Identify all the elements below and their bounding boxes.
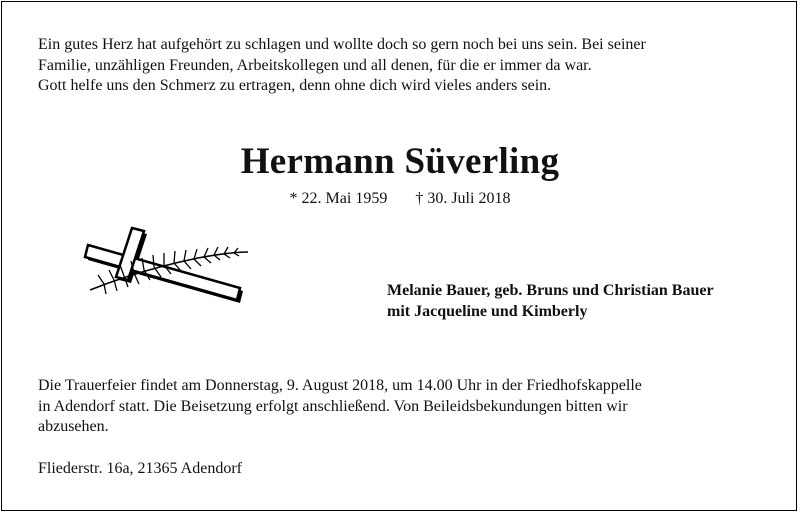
intro-line: Ein gutes Herz hat aufgehört zu schlagen und wollte doch so gern noch bei uns sein. Bei seiner <box>38 36 646 53</box>
birth-date: * 22. Mai 1959 <box>289 190 388 207</box>
intro-line: Familie, unzähligen Freunden, Arbeitskollegen und all denen, für die er immer da war. <box>38 56 592 74</box>
cross-with-palm-branch-icon <box>80 222 255 312</box>
life-dates <box>0 190 800 208</box>
address: Fliederstr. 16a, 21365 Adendorf <box>38 460 242 477</box>
ceremony-line: abzusehen. <box>38 418 109 435</box>
family-line: Melanie Bauer, geb. Bruns und Christian Bauer <box>387 282 714 299</box>
family-names <box>387 280 714 322</box>
intro-text <box>38 35 768 97</box>
death-date: † 30. Juli 2018 <box>415 190 511 207</box>
ceremony-line: Die Trauerfeier findet am Donnerstag, 9. August 2018, um 14.00 Uhr in der Friedhofskappelle <box>38 377 642 394</box>
ceremony-text <box>38 376 778 438</box>
deceased-name: Hermann Süverling <box>240 141 560 182</box>
family-line: mit Jacqueline und Kimberly <box>387 303 588 320</box>
intro-line: Gott helfe uns den Schmerz zu ertragen, denn ohne dich wird vieles anders sein. <box>38 77 552 94</box>
ceremony-line: in Adendorf statt. Die Beisetzung erfolgt anschließend. Von Beileidsbekundungen bitten wir <box>38 397 628 415</box>
